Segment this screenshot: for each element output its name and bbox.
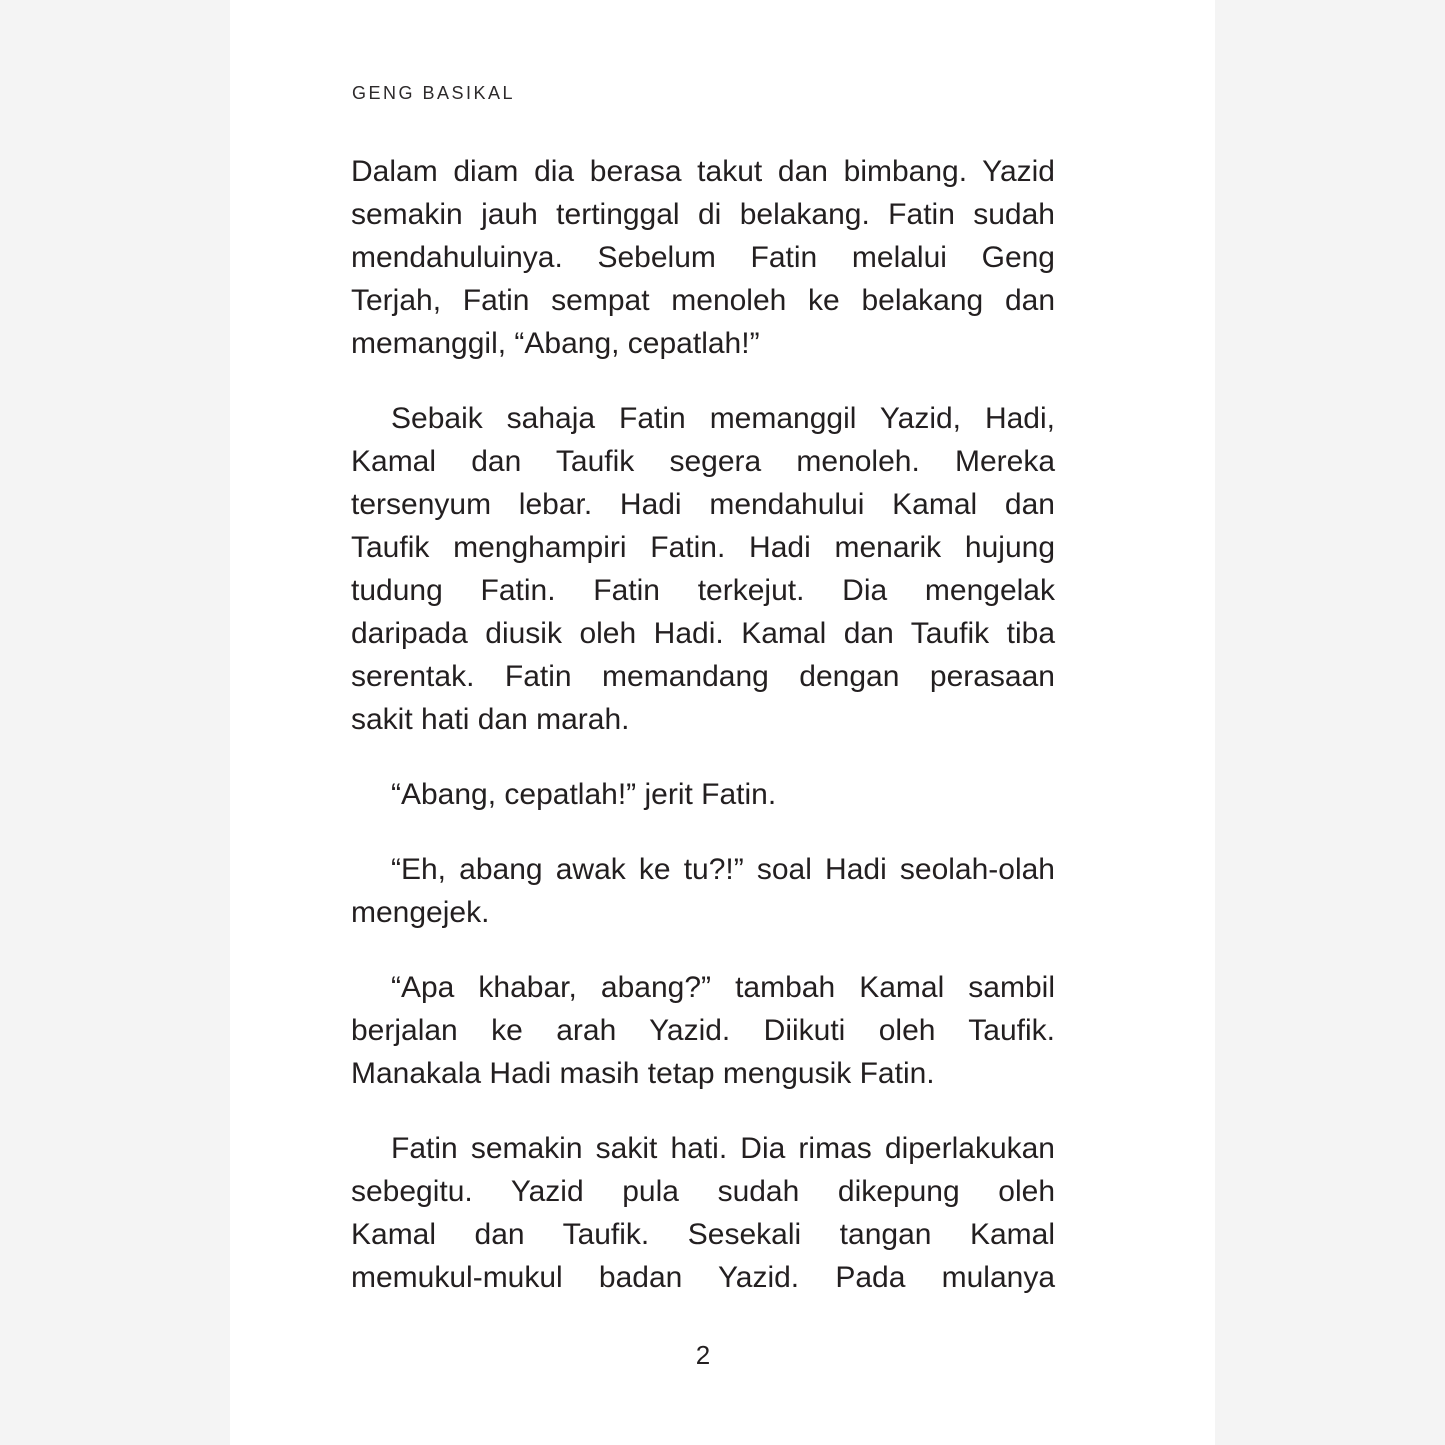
text-line: Terjah, Fatin sempat menoleh ke belakang dan bbox=[351, 284, 1055, 317]
body-text bbox=[351, 150, 1055, 1299]
text-line: sakit hati dan marah. bbox=[351, 703, 630, 736]
text-line: memukul-mukul badan Yazid. Pada mulanya bbox=[351, 1261, 1055, 1294]
text-line: daripada diusik oleh Hadi. Kamal dan Taufik tiba bbox=[351, 617, 1055, 650]
paragraph bbox=[351, 1127, 1055, 1299]
text-line: memanggil, “Abang, cepatlah!” bbox=[351, 327, 760, 360]
text-line: Taufik menghampiri Fatin. Hadi menarik hujung bbox=[351, 531, 1055, 564]
text-line: mendahuluinya. Sebelum Fatin melalui Geng bbox=[351, 241, 1055, 274]
text-line: Sebaik sahaja Fatin memanggil Yazid, Hadi, bbox=[391, 402, 1055, 435]
paragraph bbox=[351, 150, 1055, 365]
text-line: sebegitu. Yazid pula sudah dikepung oleh bbox=[351, 1175, 1055, 1208]
paragraph bbox=[351, 773, 1055, 816]
text-line: tersenyum lebar. Hadi mendahului Kamal dan bbox=[351, 488, 1055, 521]
text-line: Manakala Hadi masih tetap mengusik Fatin. bbox=[351, 1057, 935, 1090]
text-line: mengejek. bbox=[351, 896, 490, 929]
text-line: serentak. Fatin memandang dengan perasaan bbox=[351, 660, 1055, 693]
paragraph bbox=[351, 966, 1055, 1095]
text-line: Kamal dan Taufik. Sesekali tangan Kamal bbox=[351, 1218, 1055, 1251]
text-line: Kamal dan Taufik segera menoleh. Mereka bbox=[351, 445, 1055, 478]
page-number: 2 bbox=[695, 1340, 711, 1370]
paragraph bbox=[351, 848, 1055, 934]
text-line: Dalam diam dia berasa takut dan bimbang. Yazid bbox=[351, 155, 1055, 188]
text-line: “Apa khabar, abang?” tambah Kamal sambil bbox=[391, 971, 1055, 1004]
text-line: semakin jauh tertinggal di belakang. Fatin sudah bbox=[351, 198, 1055, 231]
paragraph bbox=[351, 397, 1055, 741]
book-page bbox=[230, 0, 1215, 1445]
running-header: GENG BASIKAL bbox=[352, 83, 516, 103]
text-line: tudung Fatin. Fatin terkejut. Dia mengelak bbox=[351, 574, 1055, 607]
text-line: berjalan ke arah Yazid. Diikuti oleh Taufik. bbox=[351, 1014, 1055, 1047]
text-line: “Eh, abang awak ke tu?!” soal Hadi seolah-olah bbox=[391, 853, 1055, 886]
text-line: “Abang, cepatlah!” jerit Fatin. bbox=[391, 778, 777, 811]
text-line: Fatin semakin sakit hati. Dia rimas diperlakukan bbox=[391, 1132, 1055, 1165]
